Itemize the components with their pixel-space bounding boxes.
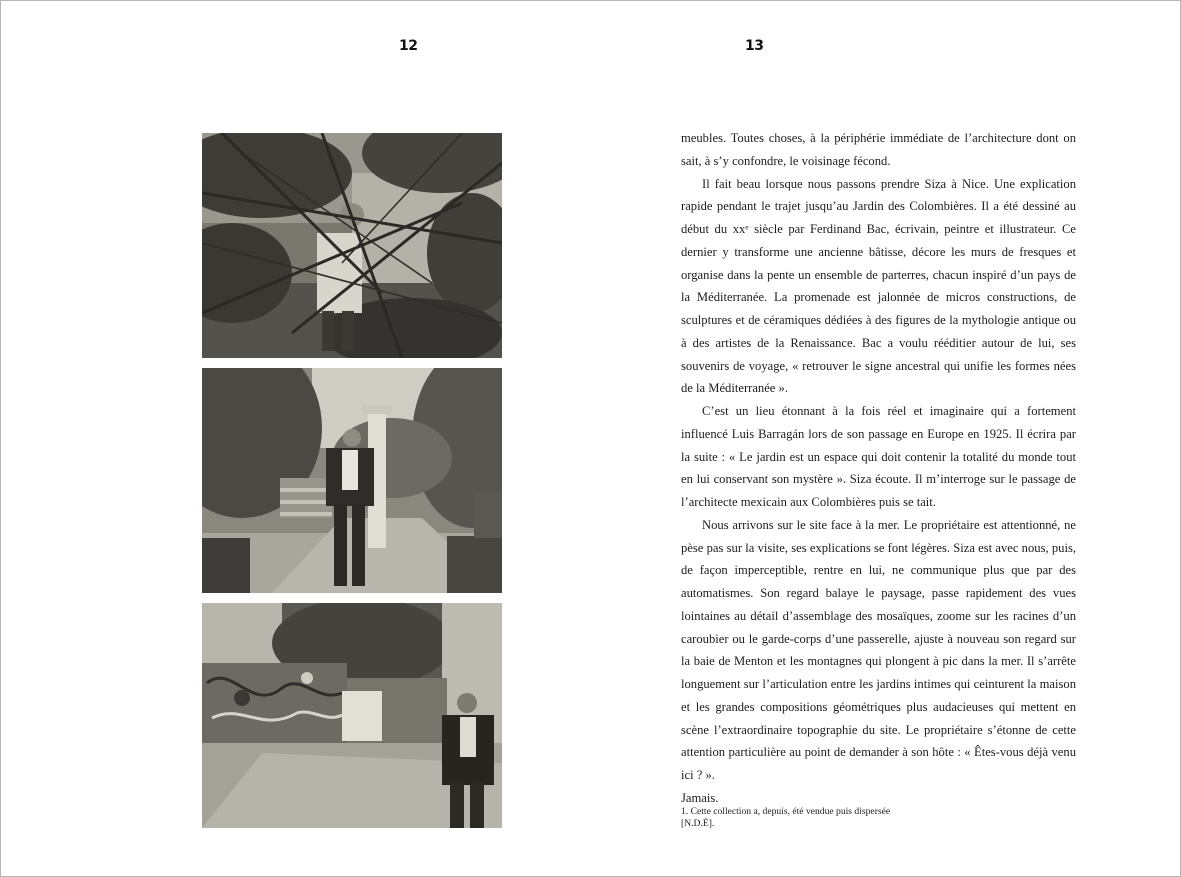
footnote-line-2: [N.D.É].: [681, 817, 715, 829]
left-page-number: 12: [399, 38, 418, 54]
photo-garden-column: [202, 368, 502, 593]
paragraph-5: Jamais.: [681, 790, 719, 805]
footnote: [681, 806, 981, 829]
right-page-number: 13: [745, 38, 764, 54]
photo-mosaic-wall: [202, 603, 502, 828]
paragraph-2: Il fait beau lorsque nous passons prendre Siza à Nice. Une explication rapide pendant le trajet jusqu’au Jardin des Colombières. Il a été dessiné au début du xxᵉ siècle par Ferdinand Bac, écrivain, peintre et illustrateur. Ce dernier y transforme une ancienne bâtisse, décore les murs de fresques et organise dans la pente un ensemble de parterres, chacun inspiré d’un pays de la Méditerranée. La promenade est jalonnée de micros constructions, de sculptures et de céramiques dédiées à des figures de la mythologie antique ou à des artistes de la Renaissance. Bac a voulu rééditier autour de lui, ses souvenirs de voyage, « retrouver le signe ancestral qui unifie les formes nées de la Méditerranée ».: [681, 176, 1076, 396]
body-text: [681, 127, 1076, 810]
footnote-line-1: 1. Cette collection a, depuis, été vendue puis dispersée: [681, 806, 891, 817]
photo-garden-branches: [202, 133, 502, 358]
paragraph-4: Nous arrivons sur le site face à la mer. Le propriétaire est attentionné, ne pèse pas sur la visite, ses explications se font légères. Siza est avec nous, puis, de façon imperceptible, rentre en lui, ne communique plus que par des automatismes. Son regard balaye le paysage, passe rapidement des vues lointaines au détail d’assemblage des mosaïques, zoome sur les racines d’un caroubier ou le garde-corps d’une passerelle, ajuste à nouveau son regard sur la baie de Menton et les montagnes qui plongent à pic dans la mer. Il s’arrête longuement sur l’articulation entre les jardins intimes qui ceinturent la maison et les grandes compositions géométriques plus audacieuses qui mettent en scène l’extraordinaire topographie du site. Le propriétaire s’étonne de cette attention particulière au point de demander à son hôte : « Êtes-vous déjà venu ici ? ».: [681, 517, 1076, 782]
paragraph-1: meubles. Toutes choses, à la périphérie immédiate de l’architecture dont on sait, à s’y confondre, le voisinage fécond.: [681, 131, 1076, 168]
paragraph-3: C’est un lieu étonnant à la fois réel et imaginaire qui a fortement influencé Luis Barragán lors de son passage en Europe en 1925. Il écrira par la suite : « Le jardin est un espace qui doit contenir la totalité du monde tout en lui conservant son mystère ». Siza écoute. Il m’interroge sur le passage de l’architecte mexicain aux Colombières puis se tait.: [681, 404, 1076, 509]
